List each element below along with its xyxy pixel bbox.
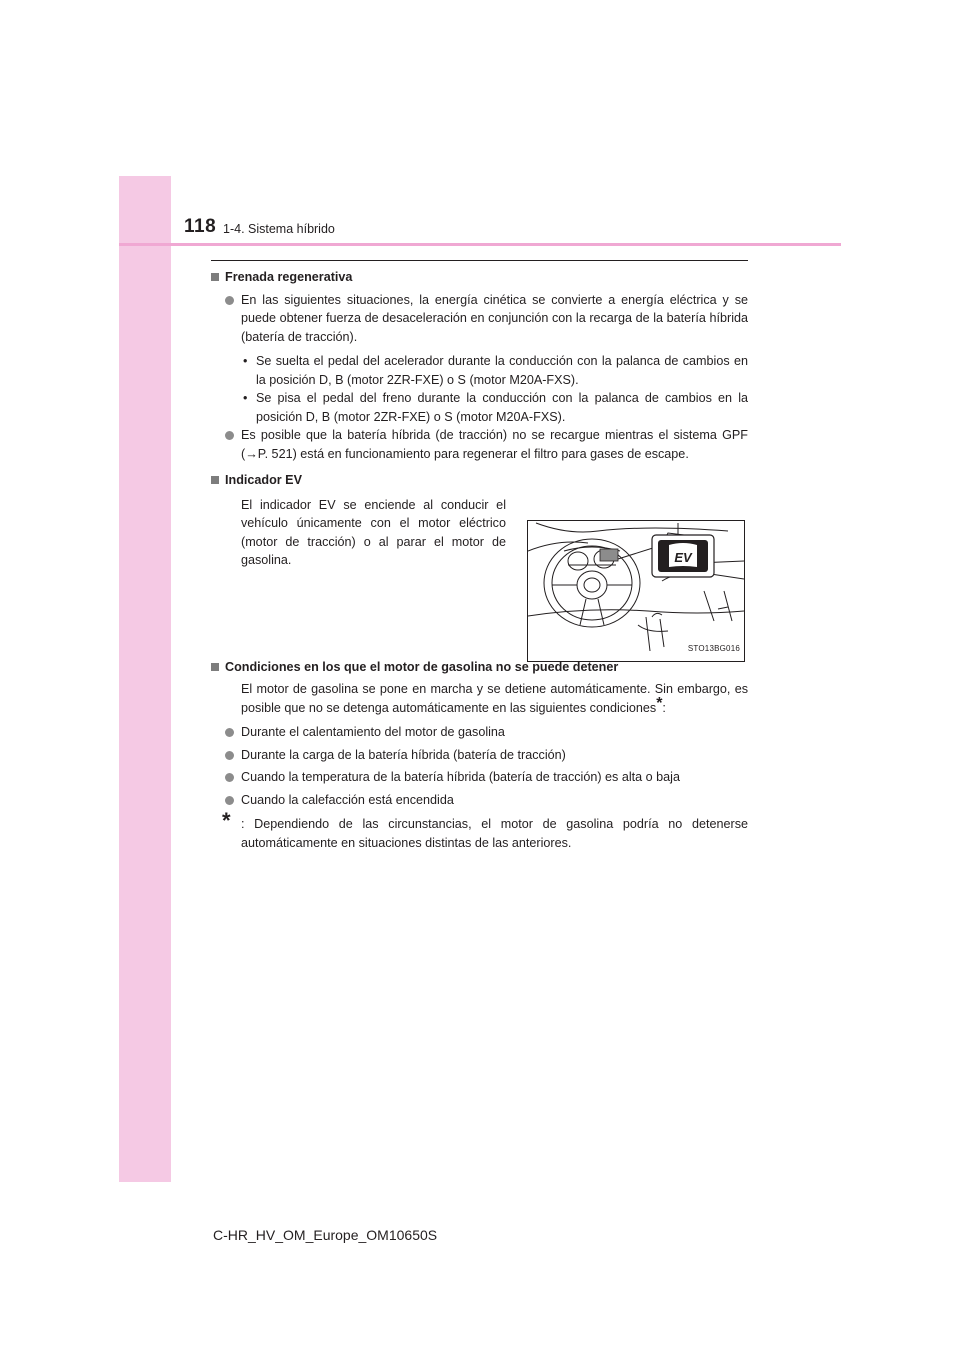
heading-conditions: Condiciones en los que el motor de gasolina no se puede detener [211,658,748,677]
ev-indicator-figure [527,520,745,662]
page-number: 118 [184,216,217,237]
condition-item: Durante el calentamiento del motor de gasolina [211,723,748,742]
page-content [211,268,748,852]
figure-code: STO13BG016 [687,644,740,653]
round-bullet-icon [225,296,234,305]
document-id: C-HR_HV_OM_Europe_OM10650S [213,1227,438,1243]
heading-ev: Indicador EV [211,471,748,490]
asterisk-icon: * [222,808,231,833]
square-bullet-icon [211,663,219,671]
sub-bullet-icon: • [243,354,248,368]
section-title: 1-4. Sistema híbrido [223,222,335,236]
round-bullet-icon [225,773,234,782]
heading-regen: Frenada regenerativa [211,268,748,287]
square-bullet-icon [211,476,219,484]
round-bullet-icon [225,751,234,760]
conditions-intro: El motor de gasolina se pone en marcha y se detiene automáticamente. Sin embargo, es posible que no se detenga automáticamente en las siguientes condiciones*: [241,682,748,715]
condition-item: Cuando la calefacción está encendida [211,791,748,810]
round-bullet-icon [225,796,234,805]
bullet-regen-1: En las siguientes situaciones, la energía cinética se convierte a energía eléctrica y se puede obtener fuerza de desaceleración en conjunción con la recarga de la batería híbrida (batería de tracción). [211,291,748,347]
square-bullet-icon [211,273,219,281]
sub-bullet-regen-1: • Se suelta el pedal del acelerador durante la conducción con la palanca de cambios en la posición D, B (motor 2ZR-FXE) o S (motor M20A-FXS). [243,354,748,387]
ev-icon-label: EV [674,549,692,565]
content-rule [211,260,748,261]
sub-bullet-icon: • [243,391,248,405]
side-tab-band [119,176,171,1182]
sub-bullet-regen-2: • Se pisa el pedal del freno durante la conducción con la palanca de cambios en la posición D, B (motor 2ZR-FXE) o S (motor M20A-FXS). [243,391,748,424]
asterisk-icon: * [656,694,663,712]
header-divider [119,243,841,246]
round-bullet-icon [225,728,234,737]
ev-description: El indicador EV se enciende al conducir el vehículo únicamente con el motor eléctrico (motor de tracción) o al parar el motor de gasolina. [241,497,506,567]
condition-item: Durante la carga de la batería híbrida (batería de tracción) [211,746,748,765]
round-bullet-icon [225,431,234,440]
bullet-regen-2: Es posible que la batería híbrida (de tracción) no se recargue mientras el sistema GPF (→P. 521) está en funcionamiento para regenerar el filtro para gases de escape. [211,426,748,463]
footnote: * : Dependiendo de las circunstancias, el motor de gasolina podría no detenerse automáticamente en situaciones distintas de las anteriores. [222,808,748,850]
condition-item: Cuando la temperatura de la batería híbrida (batería de tracción) es alta o baja [211,768,748,787]
ev-section [211,490,748,658]
